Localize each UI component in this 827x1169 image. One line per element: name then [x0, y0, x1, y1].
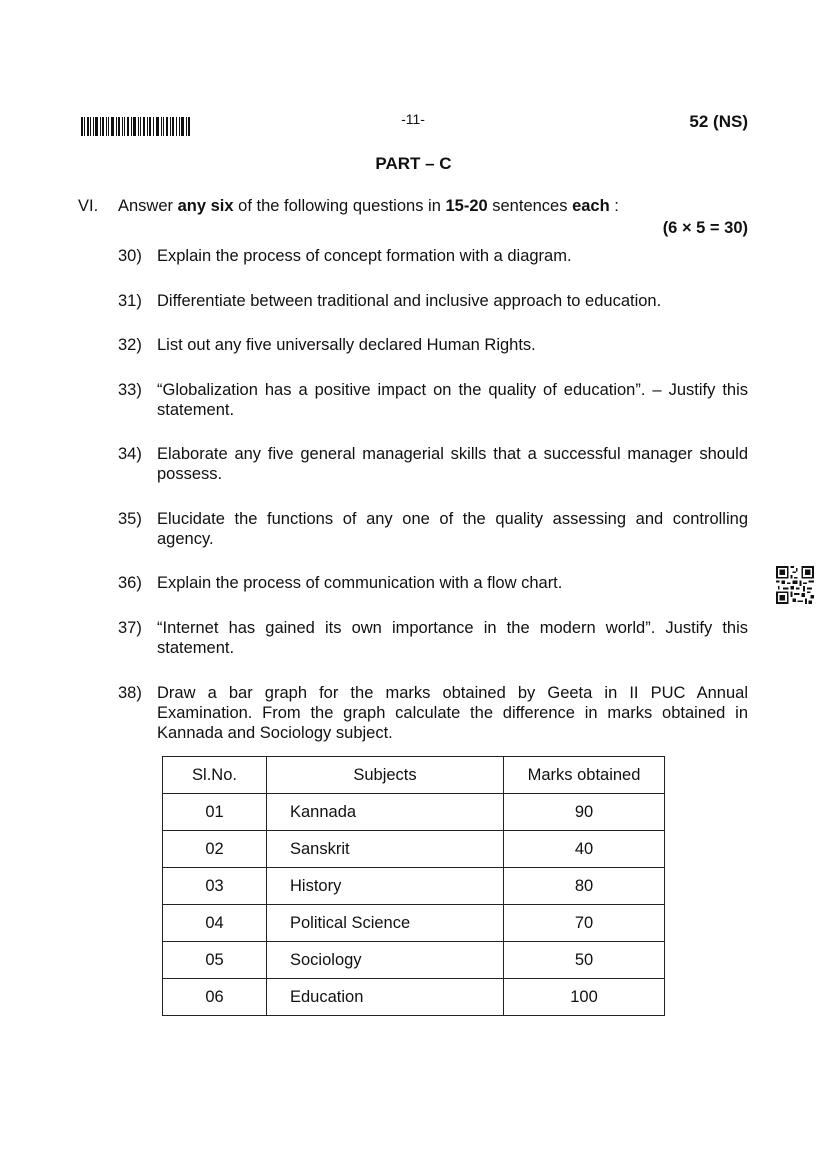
page-number: -11- — [401, 111, 425, 127]
question: 35) Elucidate the functions of any one of the quality assessing and controlling agency. — [118, 510, 748, 548]
cell-subject: History — [267, 868, 504, 905]
cell-marks: 70 — [504, 905, 665, 942]
question: 33) “Globalization has a positive impact on the quality of education”. – Justify this statement. — [118, 381, 748, 419]
question: 37) “Internet has gained its own importance in the modern world”. Justify this statement. — [118, 619, 748, 657]
table-row — [163, 905, 665, 942]
cell-marks: 50 — [504, 942, 665, 979]
cell-subject: Political Science — [267, 905, 504, 942]
table-row — [163, 868, 665, 905]
table-row — [163, 979, 665, 1016]
marks-table — [162, 756, 665, 1016]
cell-slno: 06 — [163, 979, 267, 1016]
cell-slno: 02 — [163, 831, 267, 868]
cell-subject: Sociology — [267, 942, 504, 979]
header-subjects: Subjects — [267, 757, 504, 794]
cell-marks: 90 — [504, 794, 665, 831]
qr-code — [776, 566, 814, 604]
cell-marks: 40 — [504, 831, 665, 868]
cell-subject: Education — [267, 979, 504, 1016]
question: 31) Differentiate between traditional and inclusive approach to education. — [118, 292, 662, 310]
table-row — [163, 794, 665, 831]
cell-subject: Kannada — [267, 794, 504, 831]
cell-slno: 04 — [163, 905, 267, 942]
section-marks: (6 × 5 = 30) — [662, 219, 748, 237]
question: 34) Elaborate any five general managerial skills that a successful manager should possess. — [118, 445, 748, 483]
cell-slno: 05 — [163, 942, 267, 979]
cell-marks: 80 — [504, 868, 665, 905]
cell-slno: 03 — [163, 868, 267, 905]
question: 30) Explain the process of concept formation with a diagram. — [118, 247, 572, 265]
barcode — [81, 117, 191, 136]
cell-marks: 100 — [504, 979, 665, 1016]
header-marks: Marks obtained — [504, 757, 665, 794]
header-slno: Sl.No. — [163, 757, 267, 794]
table-row — [163, 942, 665, 979]
section-number: VI. — [78, 197, 99, 215]
question: 36) Explain the process of communication with a flow chart. — [118, 574, 563, 592]
question: 32) List out any five universally declared Human Rights. — [118, 336, 536, 354]
section-instruction: Answer any six of the following questions in 15-20 sentences each : — [118, 197, 619, 215]
table-header-row — [163, 757, 665, 794]
part-title: PART – C — [375, 154, 452, 173]
cell-slno: 01 — [163, 794, 267, 831]
cell-subject: Sanskrit — [267, 831, 504, 868]
question: 38) Draw a bar graph for the marks obtained by Geeta in II PUC Annual Examination. From the graph calculate the difference in marks obtained in Kannada and Sociology subject. — [118, 684, 748, 742]
paper-code: 52 (NS) — [689, 112, 748, 131]
table-row — [163, 831, 665, 868]
